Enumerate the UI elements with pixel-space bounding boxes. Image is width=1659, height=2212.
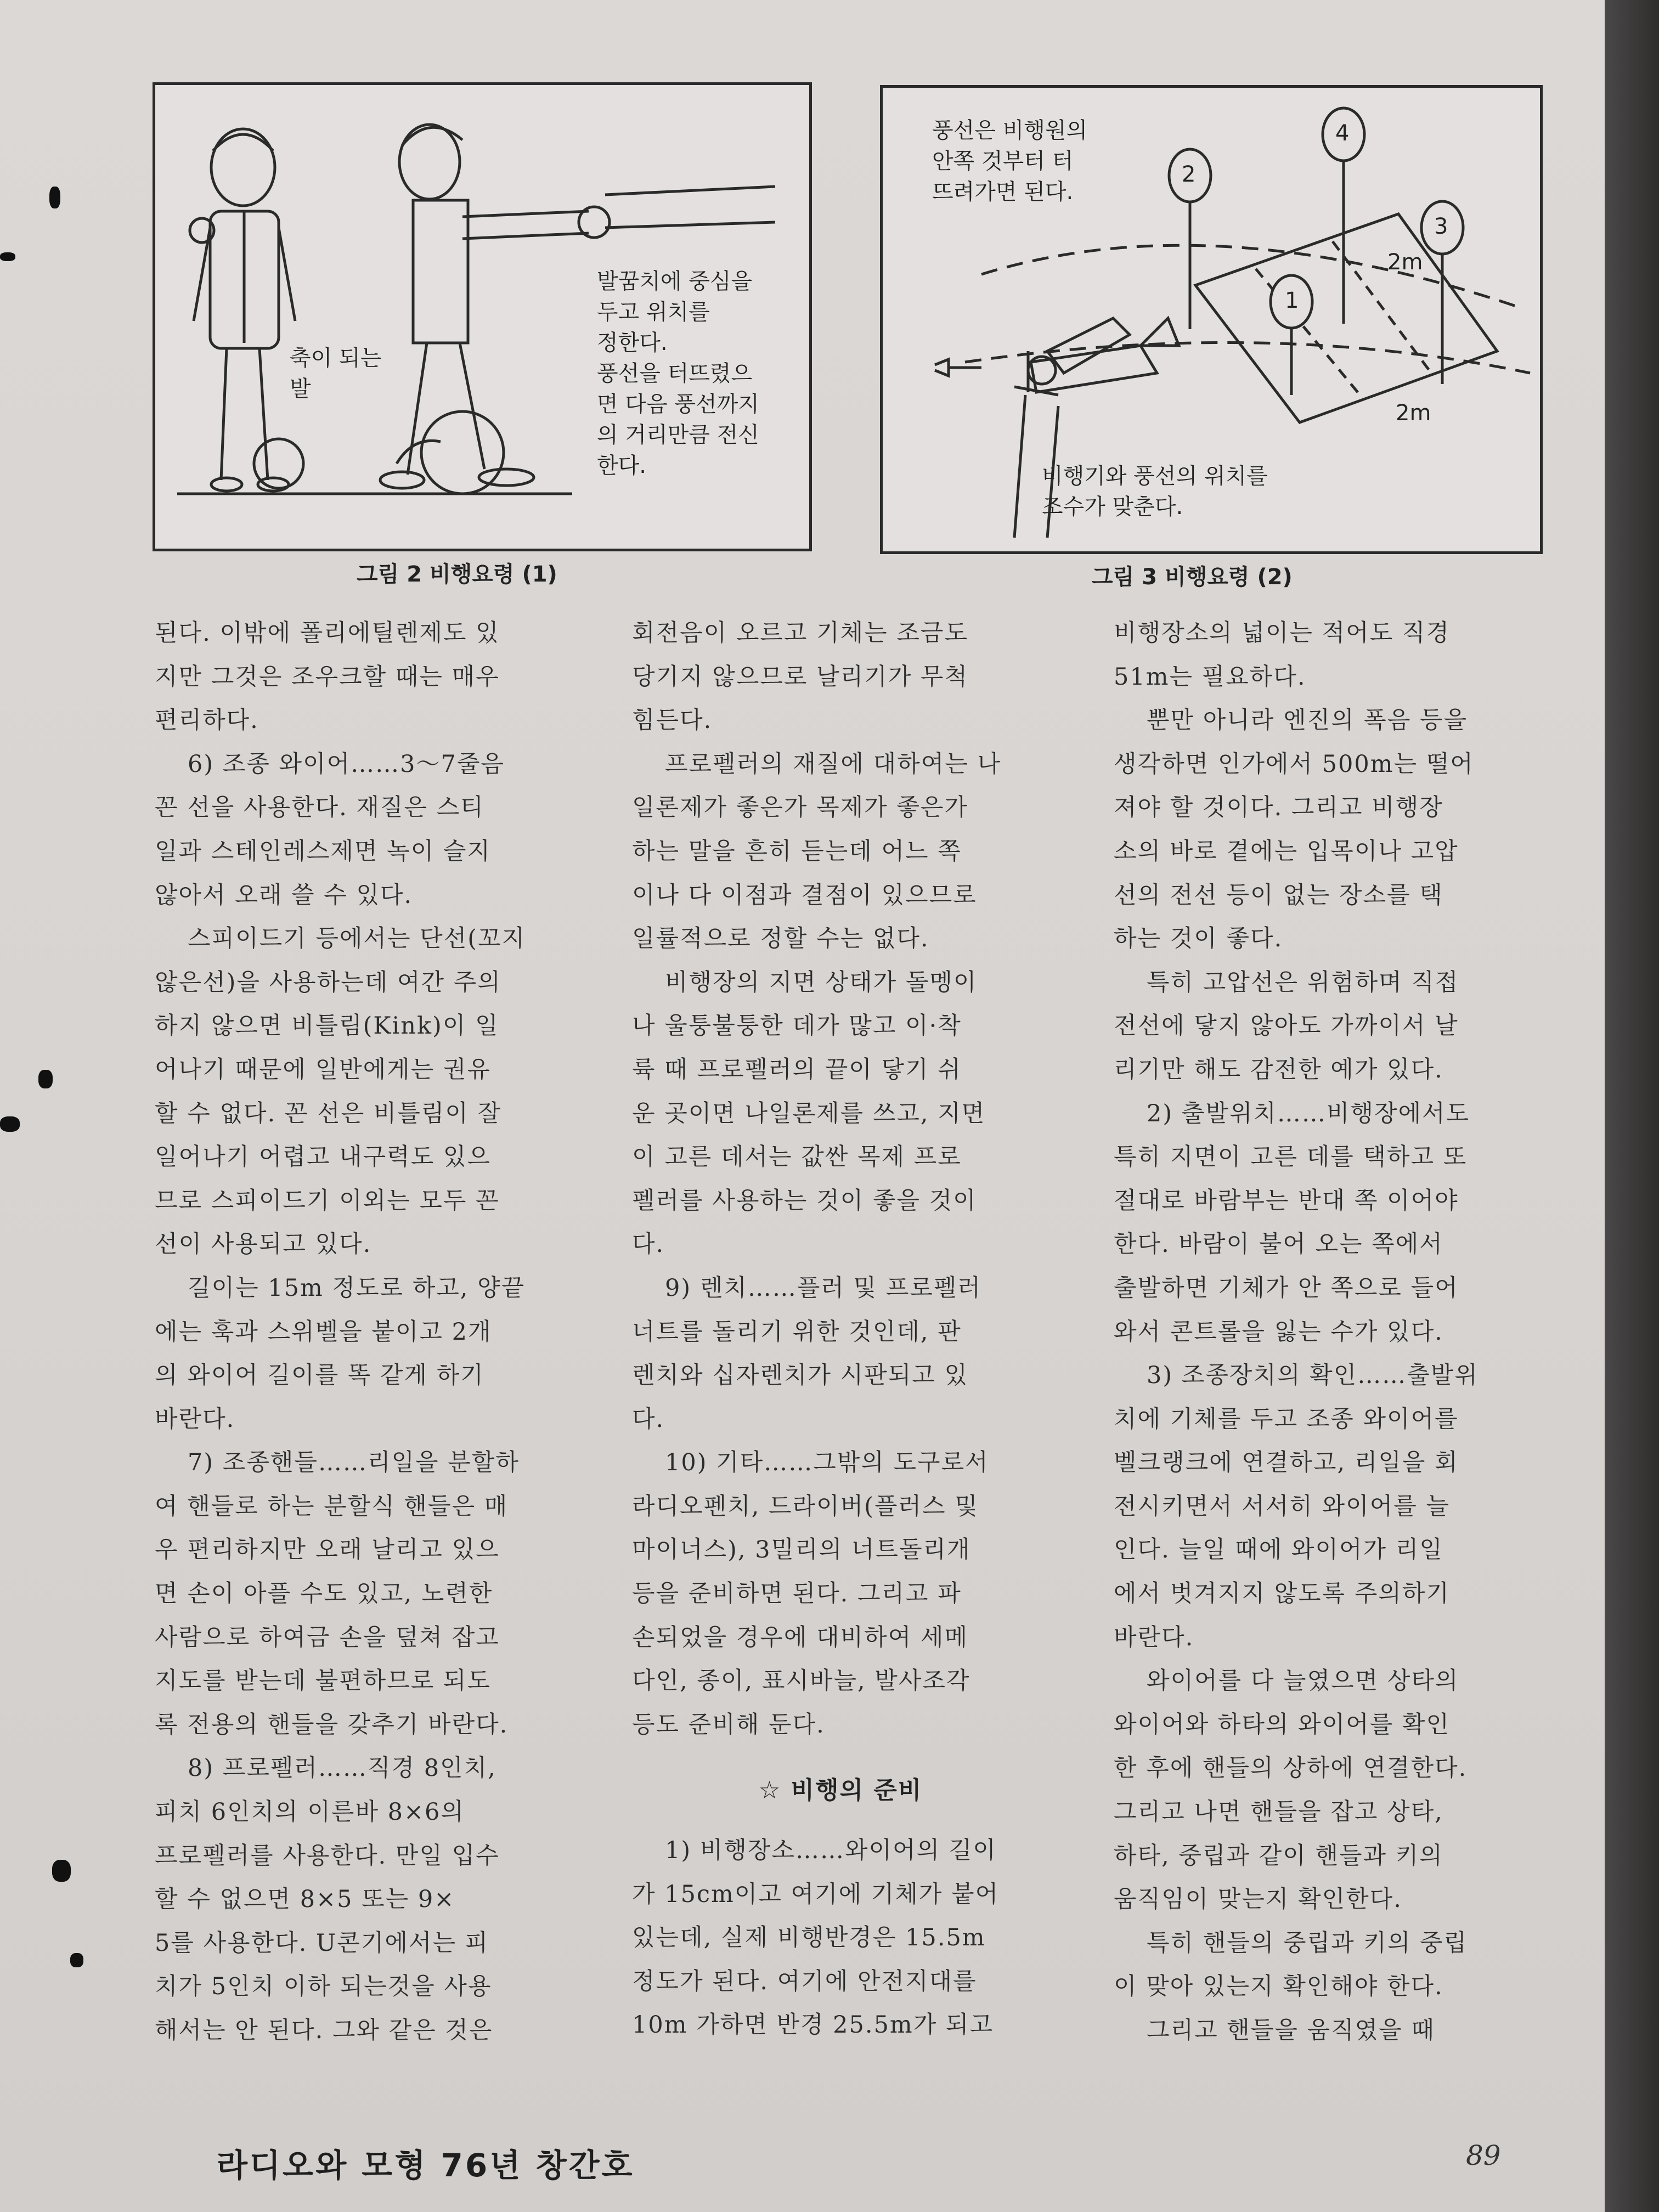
magazine-footer-title: 라디오와 모형 76년 창간호 [217, 2147, 635, 2184]
middle-paragraph: 회전음이 오르고 기체는 조금도 당기지 않으므로 날리기가 무척 힘든다. [632, 619, 968, 735]
left-paragraph: 6) 조종 와이어……3～7줄음 꼰 선을 사용한다. 재질은 스티 일과 스테인레스제면 녹이 슬지 않아서 오래 쓸 수 있다. [155, 750, 505, 909]
right-paragraph: 3) 조종장치의 확인……출발위 치에 기체를 두고 조종 와이어를 벨크랭크에 연결하고, 리일을 회 전시키면서 서서히 와이어를 늘 인다. 늘일 때에 와이어가 리일 에서 벗겨지지 않도록 주의하기 바란다. [1114, 1362, 1479, 1651]
fig3-note-bottom: 비행기와 풍선의 위치를 조수가 맞춘다. [1042, 464, 1268, 520]
fig2-caption: 그림 2 비행요령 (1) [357, 562, 557, 587]
middle-paragraph: 프로펠러의 재질에 대하여는 나 일론제가 좋은가 목제가 좋은가 하는 말을 흔히 듣는데 어느 쪽 이나 다 이점과 결점이 있으므로 일률적으로 정할 수는 없다. [632, 750, 1001, 953]
right-paragraph: 뿐만 아니라 엔진의 폭음 등을 생각하면 인가에서 500m는 떨어 져야 할 것이다. 그리고 비행장 소의 바로 곁에는 입목이나 고압 선의 전선 등이 없는 장소를 택 하는 것이 좋다. [1114, 707, 1474, 953]
middle-paragraph: 9) 렌치……플러 및 프로펠러 너트를 돌리기 위한 것인데, 판 렌치와 십자렌치가 시판되고 있 다. [632, 1274, 981, 1433]
ink-speck [70, 1953, 83, 1967]
right-column [1114, 612, 1542, 2053]
right-paragraph: 특히 핸들의 중립과 키의 중립 이 맞아 있는지 확인해야 한다. [1114, 1929, 1468, 2001]
fig2-instruction: 발꿈치에 중심을 두고 위치를 정한다. 풍선을 터뜨렸으 면 다음 풍선까지 의 거리만큼 전신 한다. [597, 269, 759, 478]
middle-paragraph: 1) 비행장소……와이어의 길이 가 15cm이고 여기에 기체가 붙어 있는데, 실제 비행반경은 15.5m 정도가 된다. 여기에 안전지대를 10m 가하면 반경 25.5m가 되고 [632, 1837, 1000, 2039]
middle-column [632, 612, 1049, 2047]
fig3-caption: 그림 3 비행요령 (2) [1092, 565, 1293, 590]
figure-3 [880, 85, 1543, 554]
right-paragraph: 와이어를 다 늘였으면 상타의 와이어와 하타의 와이어를 확인 한 후에 핸들의 상하에 연결한다. 그리고 나면 핸들을 잡고 상타, 하타, 중립과 같이 핸들과 키의 움직임이 맞는지 확인한다. [1114, 1667, 1468, 1914]
right-paragraph: 특히 고압선은 위험하며 직접 전선에 닿지 않아도 가까이서 날 리기만 해도 감전한 예가 있다. [1114, 968, 1459, 1084]
left-paragraph: 길이는 15m 정도로 하고, 양끝 에는 훅과 스위벨을 붙이고 2개 의 와이어 길이를 똑 같게 하기 바란다. [155, 1274, 526, 1433]
ink-speck [49, 187, 60, 208]
left-paragraph: 스피이드기 등에서는 단선(꼬지 않은선)을 사용하는데 여간 주의 하지 않으면 비틀림(Kink)이 일 어나기 때문에 일반에게는 권유 할 수 없다. 꼰 선은 비틀림이 잘 일어나기 어렵고 내구력도 있으 므로 스피이드기 이외는 모두 꼰 선이 사용되고 있다. [155, 925, 526, 1259]
right-paragraph: 그리고 핸들을 움직였을 때 [1147, 2017, 1435, 2044]
ink-speck [0, 252, 15, 261]
right-paragraph: 비행장소의 넓이는 적어도 직경 51m는 필요하다. [1114, 619, 1450, 691]
right-paragraph: 2) 출발위치……비행장에서도 특히 지면이 고른 데를 택하고 또 절대로 바람부는 반대 쪽 이어야 한다. 바람이 불어 오는 쪽에서 출발하면 기체가 안 쪽으로 들어 와서 콘트롤을 잃는 수가 있다. [1114, 1099, 1470, 1346]
flight-preparation-heading: ☆ 비행의 준비 [758, 1776, 923, 1805]
background-edge [1605, 0, 1659, 2212]
middle-paragraph: 10) 기타……그밖의 도구로서 라디오펜치, 드라이버(플러스 및 마이너스), 3밀리의 너트돌리개 등을 준비하면 된다. 그리고 파 손되었을 경우에 대비하여 세메 다인, 종이, 표시바늘, 발사조각 등도 준비해 둔다. [632, 1449, 989, 1739]
balloon-3-number: 3 [1434, 214, 1448, 239]
left-paragraph: 7) 조종핸들……리일을 분할하 여 핸들로 하는 분할식 핸들은 매 우 편리하지만 오래 날리고 있으 면 손이 아플 수도 있고, 노련한 사람으로 하여금 손을 덮쳐 잡고 지도를 받는데 불편하므로 되도 록 전용의 핸들을 갖추기 바란다. [155, 1449, 520, 1739]
ink-speck [38, 1070, 53, 1088]
balloon-4-number: 4 [1335, 121, 1350, 146]
ink-speck [52, 1860, 71, 1882]
dimension-2m-bottom: 2m [1396, 400, 1431, 426]
left-paragraph: 된다. 이밖에 폴리에틸렌제도 있 지만 그것은 조우크할 때는 매우 편리하다. [155, 619, 500, 735]
figure-2 [153, 82, 812, 551]
dimension-2m-top: 2m [1387, 250, 1423, 275]
middle-paragraph: 비행장의 지면 상태가 돌멩이 나 울퉁불퉁한 데가 많고 이·착 륙 때 프로펠러의 끝이 닿기 쉬 운 곳이면 나일론제를 쓰고, 지면 이 고른 데서는 값싼 목제 프로 펠러를 사용하는 것이 좋을 것이 다. [632, 968, 986, 1259]
left-paragraph: 8) 프로펠러……직경 8인치, 피치 6인치의 이른바 8×6의 프로펠러를 사용한다. 만일 입수 할 수 없으면 8×5 또는 9× 5를 사용한다. U콘기에서는 피 치가 5인치 이하 되는것을 사용 해서는 안 된다. 그와 같은 것은 [155, 1754, 500, 2044]
balloon-1-number: 1 [1285, 288, 1299, 313]
balloon-2-number: 2 [1182, 162, 1196, 187]
axis-foot-label: 축이 되는 발 [290, 346, 382, 402]
page-number: 89 [1466, 2140, 1501, 2171]
left-column [155, 612, 572, 2053]
ink-speck [0, 1116, 20, 1132]
fig3-note-top: 풍선은 비행원의 안쪽 것부터 터 뜨려가면 된다. [932, 118, 1088, 205]
